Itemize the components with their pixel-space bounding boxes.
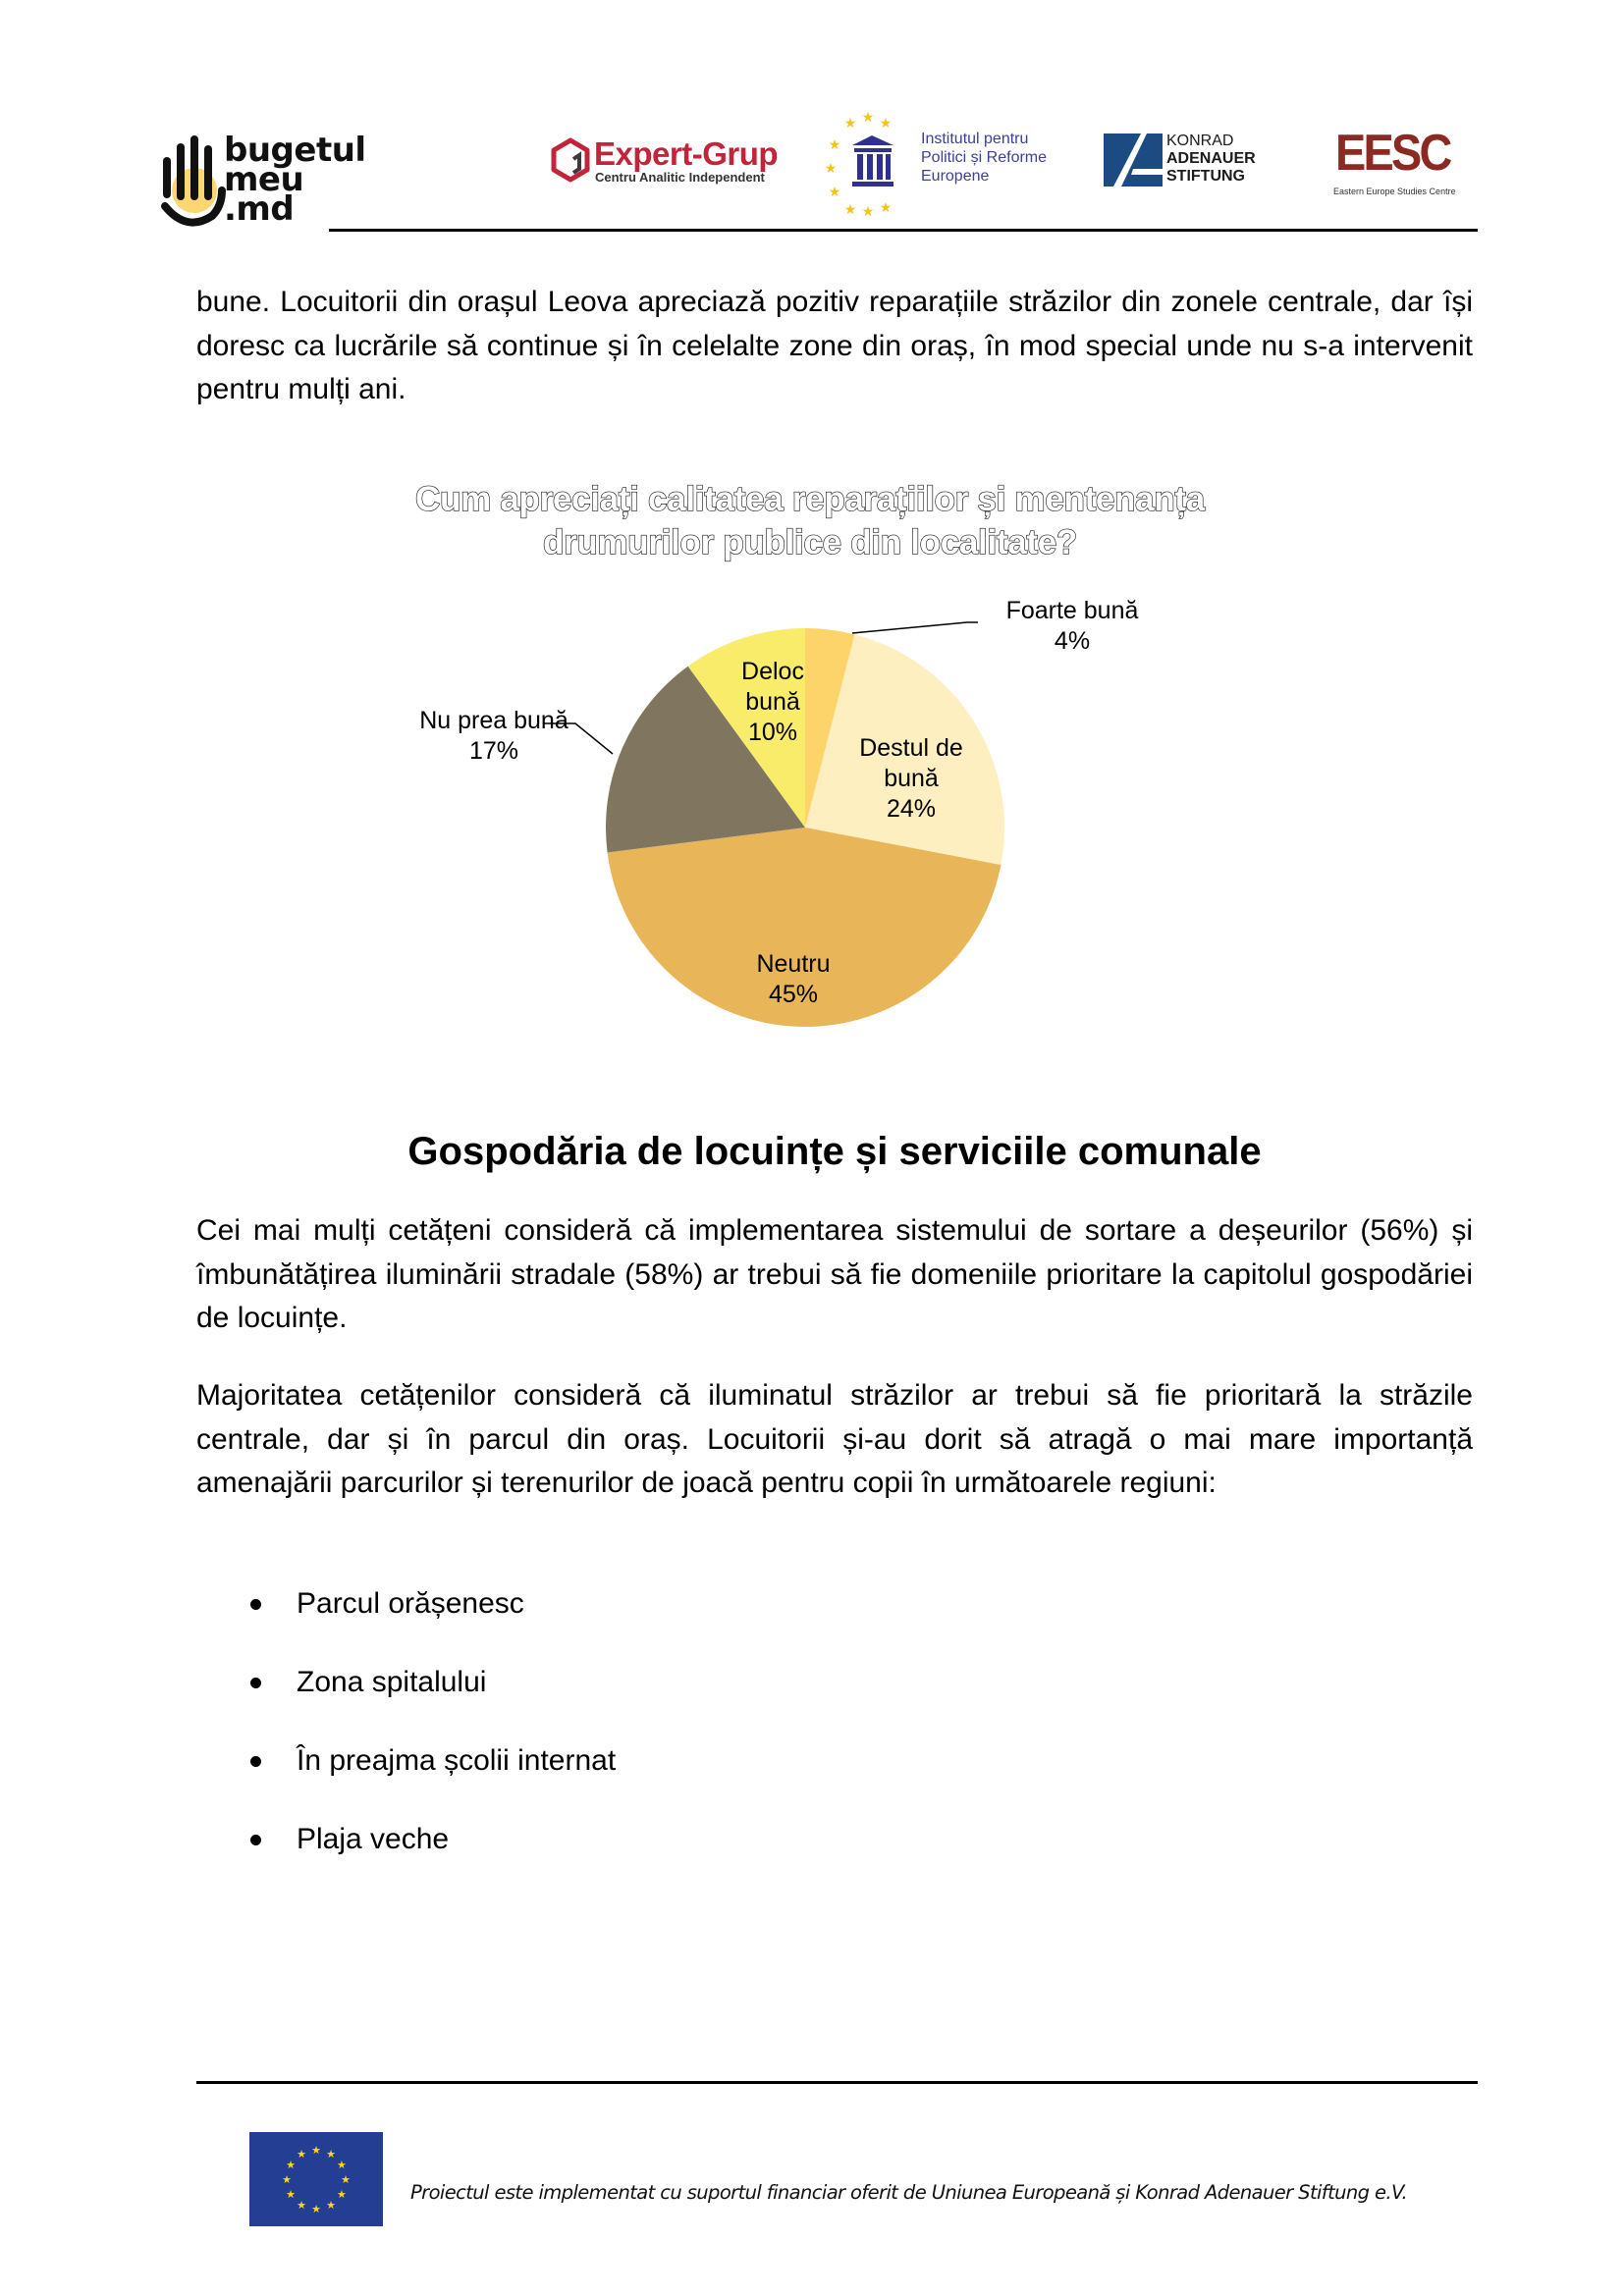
list-item (250, 1661, 616, 1739)
list-item (250, 1582, 616, 1661)
eu-flag-icon (249, 2132, 383, 2226)
data-label: Foarte bună 4% (1005, 597, 1139, 655)
section-paragraph: Majoritatea cetățenilor consideră că iluminatul străzilor ar trebui să fie prioritară la străzile centrale, dar și în parcul din oraș. Locuitorii și-au dorit să atragă o mai mare importanță amenajării parcurilor și terenurilor de joacă pentru copii în următoarele regiuni: (196, 1379, 1473, 1499)
list-item-text: În preajma școlii internat (297, 1744, 617, 1777)
intro-paragraph: bune. Locuitorii din orașul Leova apreciază pozitiv reparațiile străzilor din zonele centrale, dar își doresc ca lucrările să continue și în celelalte zone din oraș, în mod special unde nu s-a intervenit pentru mulți ani. (196, 286, 1473, 405)
footer-divider (196, 2081, 1478, 2084)
eu-star-icon: ★ (311, 2204, 321, 2216)
list-item-text: Zona spitalului (297, 1666, 487, 1698)
bullet-icon (250, 1756, 261, 1767)
section-heading: Gospodăria de locuințe și serviciile comunale (407, 1130, 1262, 1173)
logo-text-line: meu (224, 160, 304, 199)
eu-star-icon: ★ (326, 2199, 336, 2212)
svg-text:★: ★ (879, 200, 893, 216)
bullet-icon (250, 1835, 261, 1845)
list-item (250, 1739, 616, 1818)
eesc-name: EESC (1335, 125, 1450, 182)
bullet-icon (250, 1599, 261, 1610)
svg-text:★: ★ (828, 137, 841, 153)
expert-grup-tagline: Centru Analitic Independent (595, 170, 765, 185)
eu-star-icon: ★ (297, 2149, 306, 2162)
eu-star-icon: ★ (286, 2189, 296, 2201)
bullet-icon (250, 1678, 261, 1688)
eu-star-icon: ★ (337, 2160, 347, 2171)
list-item-text: Plaja veche (297, 1823, 450, 1855)
svg-text:★: ★ (861, 110, 875, 126)
eu-star-icon: ★ (282, 2174, 292, 2186)
ipre-text-line: Politici și Reforme (921, 149, 1048, 166)
kas-text-line: ADENAUER (1166, 150, 1256, 167)
data-label: Deloc bună 10% (741, 658, 804, 746)
svg-text:★: ★ (824, 161, 838, 177)
data-label: Nu prea bună 17% (419, 707, 568, 765)
kas-text-line: KONRAD (1166, 133, 1234, 149)
data-label: Destul de bună 24% (859, 734, 963, 823)
chart-title-line: drumurilor publice din localitate? (542, 523, 1078, 561)
ipre-text-line: Europene (921, 168, 990, 185)
list-item (250, 1818, 616, 1896)
eu-star-icon: ★ (311, 2145, 321, 2157)
leader-line (852, 622, 978, 633)
svg-text:★: ★ (861, 204, 875, 216)
svg-text:★: ★ (843, 116, 857, 132)
eu-star-icon: ★ (286, 2160, 296, 2171)
footer-funding-note: Proiectul este implementat cu suportul financiar oferit de Uniunea Europeană și Konrad Adenauer Stiftung e.V. (410, 2181, 1408, 2204)
eu-star-icon: ★ (337, 2189, 347, 2201)
section-paragraph: Cei mai mulți cetățeni consideră că implementarea sistemului de sortare a deșeurilor (56%) și îmbunătățirea iluminării stradale (58%) ar trebui să fie domeniile prioritare la capitolul gospodăriei de locuințe. (196, 1214, 1473, 1334)
eesc-tagline: Eastern Europe Studies Centre (1333, 187, 1456, 196)
eu-star-icon: ★ (326, 2149, 336, 2162)
expert-grup-name: Expert-Grup (594, 135, 779, 172)
logo-text-line: bugetul (224, 131, 366, 170)
eu-star-icon: ★ (297, 2199, 306, 2212)
list-item-text: Parcul orășenesc (297, 1587, 524, 1620)
regions-list (250, 1582, 616, 1896)
data-label: Neutru 45% (756, 950, 831, 1008)
kas-text-line: STIFTUNG (1166, 168, 1245, 185)
chart-title-line: Cum apreciați calitatea reparațiilor și mentenanța (415, 480, 1205, 518)
svg-text:★: ★ (879, 116, 893, 132)
svg-text:★: ★ (828, 185, 841, 200)
svg-text:★: ★ (843, 202, 857, 216)
eu-star-icon: ★ (341, 2174, 351, 2186)
pie-chart-canvas (0, 0, 1624, 1080)
logo-text-line: .md (224, 189, 295, 229)
ipre-text-line: Institutul pentru (921, 131, 1029, 147)
